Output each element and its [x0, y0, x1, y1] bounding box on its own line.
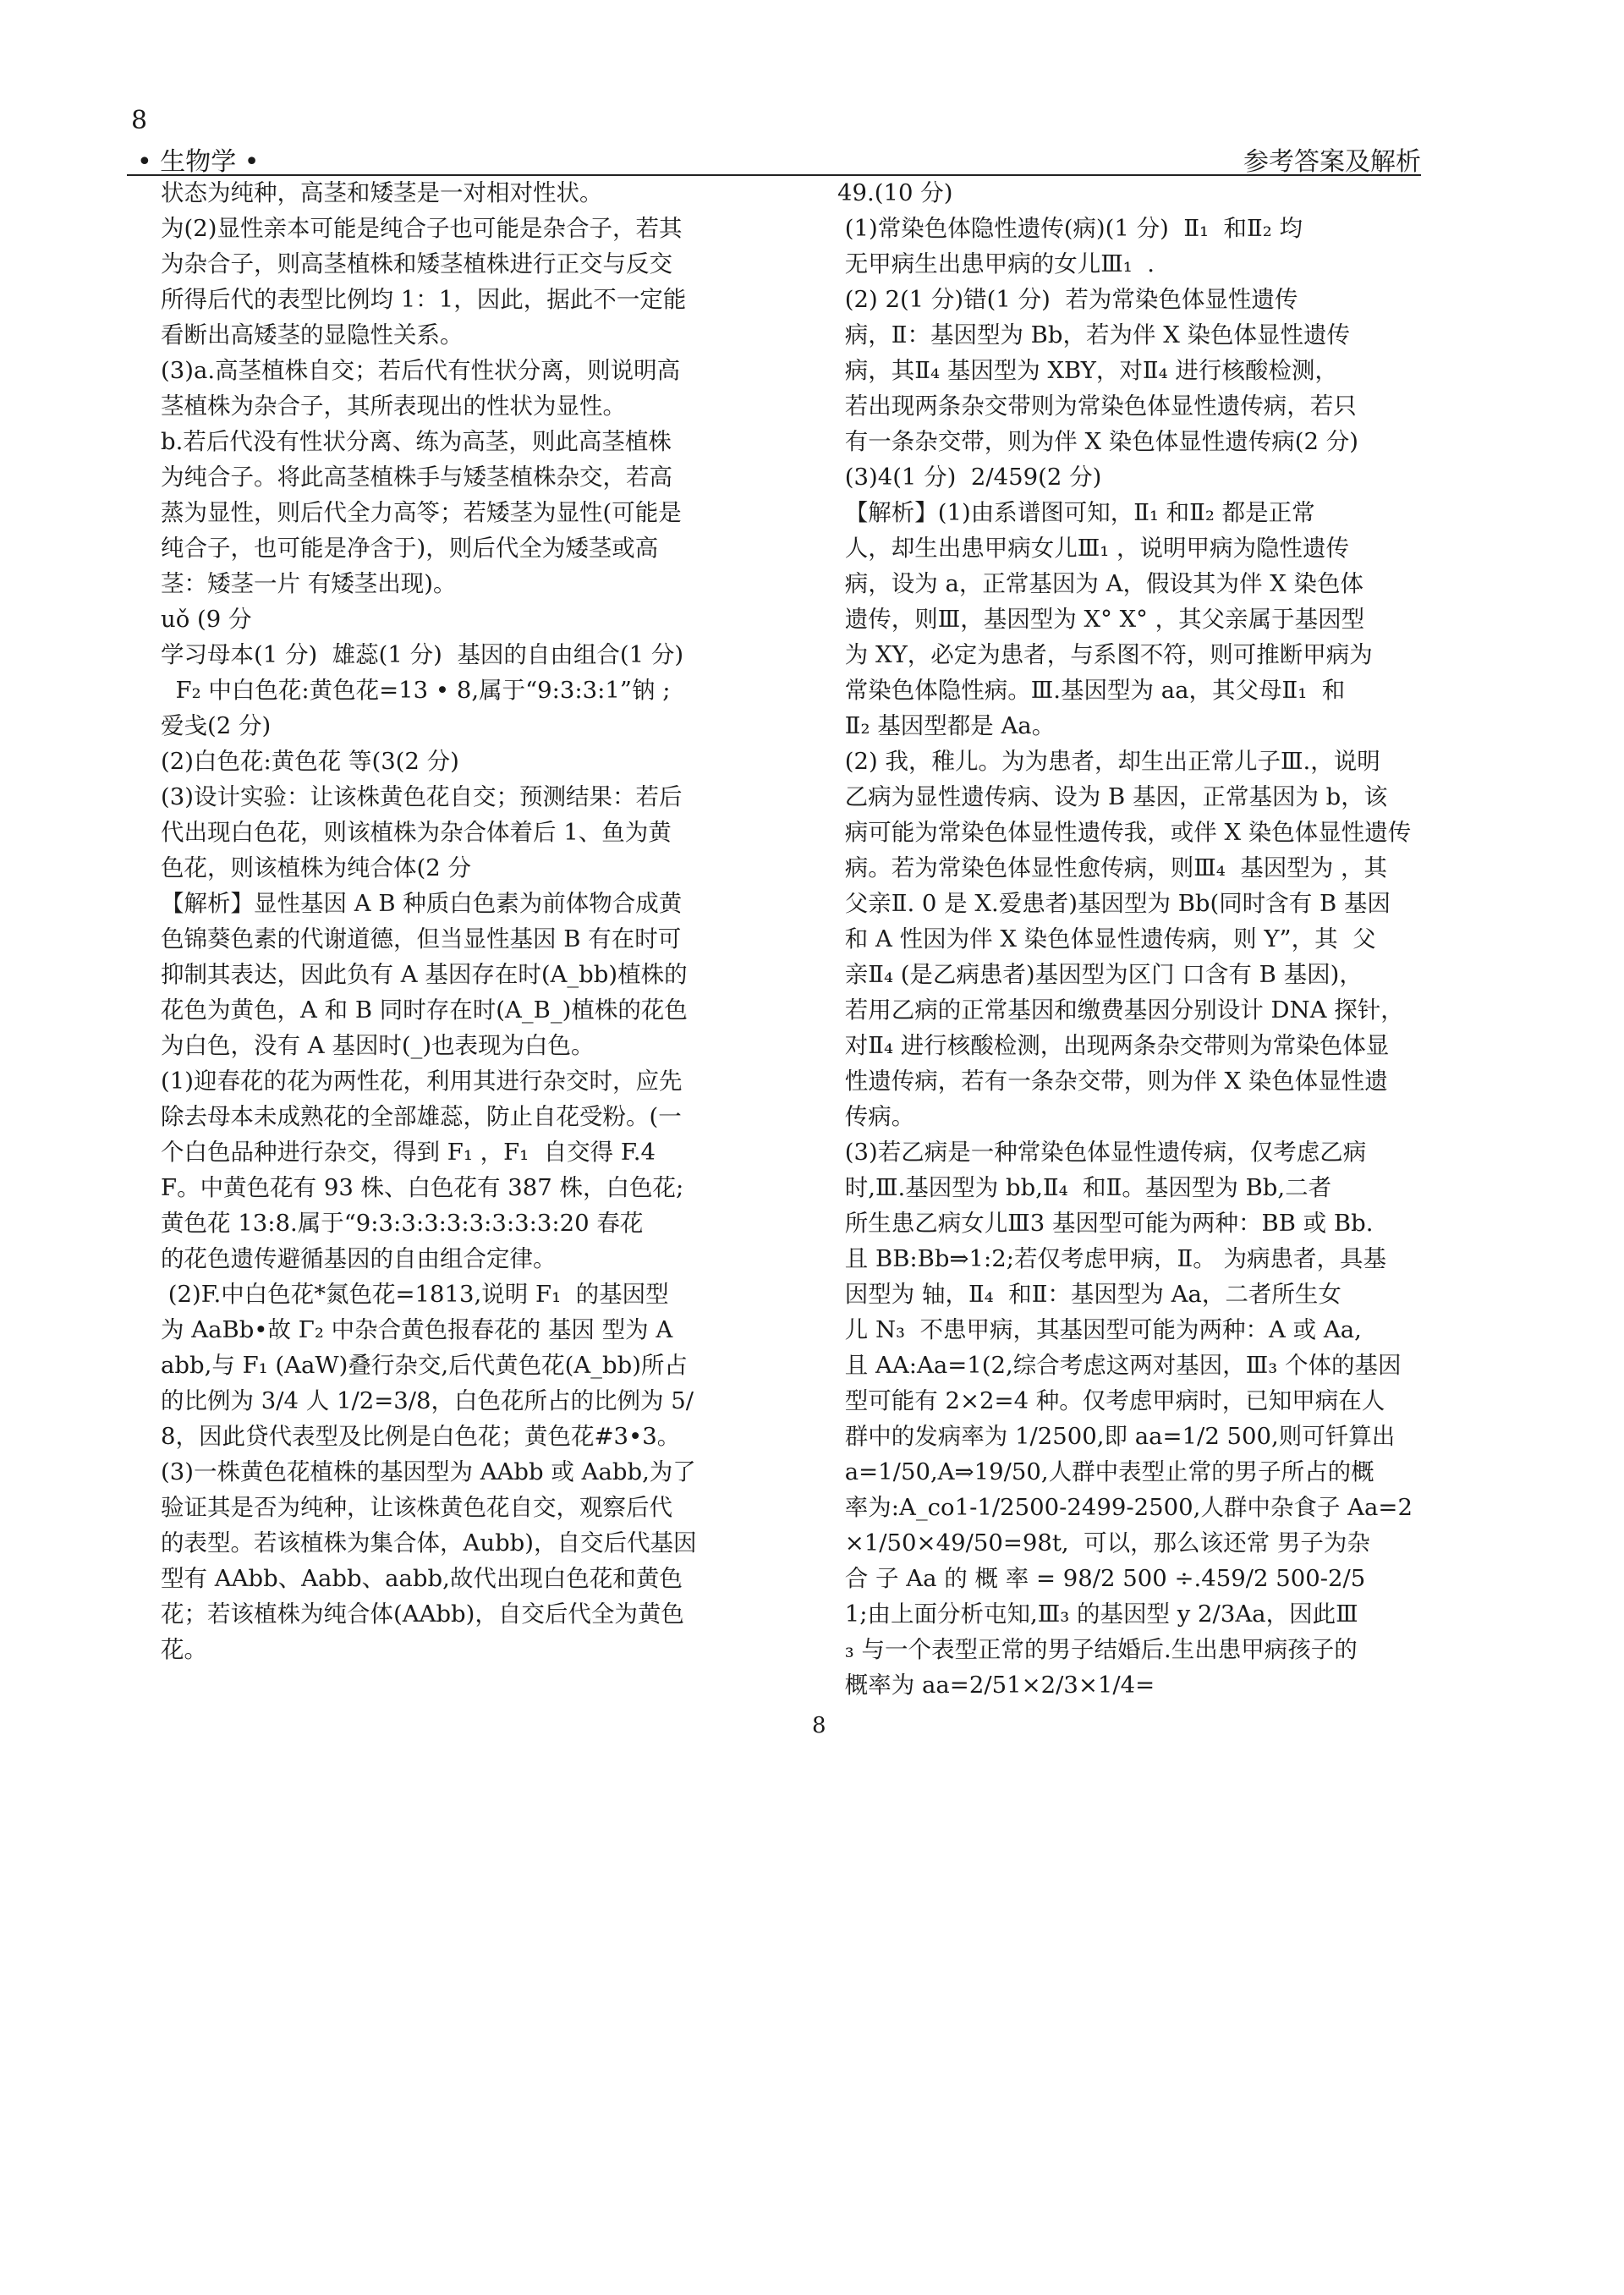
header-reference: 参考答案及解析: [1243, 147, 1421, 177]
text-line: (3)若乙病是一种常染色体显性遗传病，仅考虑乙病: [837, 1139, 1367, 1166]
text-line: 验证其是否为纯种，让该株黄色花自交，观察后代: [161, 1494, 672, 1521]
text-line: 所生患乙病女儿Ⅲ3 基因型可能为两种：BB 或 Bb.: [837, 1210, 1374, 1237]
text-line: (3)设计实验：让该株黄色花自交；预测结果：若后: [161, 783, 683, 810]
text-line: a=1/50,A⇒19/50,人群中表型止常的男子所占的概: [837, 1458, 1374, 1485]
text-line: 黄色花 13:8.属于“9:3:3:3:3:3:3:3:3:20 春花: [161, 1210, 644, 1237]
text-line: 常染色体隐性病。Ⅲ.基因型为 aa，其父母Ⅱ₁ 和: [837, 677, 1346, 704]
text-line: 茎：矮茎一片 有矮茎出现)。: [161, 570, 457, 597]
text-line: ₃ 与一个表型正常的男子结婚后.生出患甲病孩子的: [837, 1636, 1358, 1663]
text-line: 时,Ⅲ.基因型为 bb,Ⅱ₄ 和Ⅱ。基因型为 Bb,二者: [837, 1174, 1332, 1201]
text-line: 8，因此贷代表型及比例是白色花；黄色花#3•3。: [161, 1423, 681, 1450]
text-line: 49.(10 分): [837, 179, 953, 206]
text-line: 概率为 aa=2/51×2/3×1/4=: [837, 1672, 1155, 1699]
text-line: 因型为 轴，Ⅱ₄ 和Ⅱ：基因型为 Aa，二者所生女: [837, 1281, 1341, 1308]
text-line: 为(2)显性亲本可能是纯合子也可能是杂合子，若其: [161, 215, 683, 242]
text-line: 茎植株为杂合子，其所表现出的性状为显性。: [161, 393, 626, 420]
text-line: (2)F.中白色花*氮色花=1813,说明 F₁ 的基因型: [161, 1281, 669, 1308]
text-line: 的比例为 3/4 人 1/2=3/8，白色花所占的比例为 5/: [161, 1387, 694, 1414]
text-line: 和 A 性因为伴 X 染色体显性遗传病，则 Y”，其 父: [837, 925, 1376, 953]
text-line: 型可能有 2×2=4 种。仅考虑甲病时，已知甲病在人: [837, 1387, 1385, 1414]
text-line: 为白色，没有 A 基因时(_)也表现为白色。: [161, 1032, 595, 1059]
right-column: [837, 175, 1429, 1703]
left-column: [161, 175, 820, 1667]
text-line: (3)a.高茎植株自交；若后代有性状分离，则说明高: [161, 357, 681, 384]
text-line: 花；若该植株为纯合体(AAbb)，自交后代全为黄色: [161, 1600, 684, 1628]
text-line: 抑制其表达，因此负有 A 基因存在时(A_bb)植株的: [161, 961, 688, 988]
text-line: 所得后代的表型比例均 1：1，因此，据此不一定能: [161, 286, 687, 313]
text-line: 的花色遗传避循基因的自由组合定律。: [161, 1245, 557, 1272]
page-header: [127, 135, 1421, 176]
text-line: (1)常染色体隐性遗传(病)(1 分) Ⅱ₁ 和Ⅱ₂ 均: [837, 215, 1303, 242]
text-line: 为 XY，必定为患者，与系图不符，则可推断甲病为: [837, 641, 1373, 668]
text-line: F₂ 中白色花:黄色花=13 • 8,属于“9:3:3:1”钠 ;: [161, 677, 671, 704]
text-line: 花。: [161, 1636, 207, 1663]
text-line: 且 BB:Bb⇒1:2;若仅考虑甲病，Ⅱ。 为病患者，具基: [837, 1245, 1386, 1272]
text-line: 若出现两条杂交带则为常染色体显性遗传病，若只: [837, 393, 1357, 420]
text-line: 父亲Ⅱ. 0 是 X.爱患者)基因型为 Bb(同时含有 B 基因: [837, 890, 1391, 917]
text-line: 性遗传病，若有一条杂交带，则为伴 X 染色体显性遗: [837, 1068, 1388, 1095]
text-line: 学习母本(1 分) 雄蕊(1 分) 基因的自由组合(1 分): [161, 641, 684, 668]
text-line: 有一条杂交带，则为伴 X 染色体显性遗传病(2 分): [837, 428, 1359, 455]
text-line: 病，其Ⅱ₄ 基因型为 XBY，对Ⅱ₄ 进行核酸检测，: [837, 357, 1338, 384]
text-line: 为 AaBb•故 Γ₂ 中杂合黄色报春花的 基因 型为 A: [161, 1316, 673, 1343]
page-number-top: 8: [131, 106, 148, 135]
text-line: 人，却生出患甲病女儿Ⅲ₁ ，说明甲病为隐性遗传: [837, 535, 1350, 562]
text-line: 乙病为显性遗传病、设为 B 基因，正常基因为 b，该: [837, 783, 1388, 810]
text-line: 传病。: [837, 1103, 915, 1130]
page-number-bottom: 8: [812, 1713, 826, 1738]
text-line: 无甲病生出患甲病的女儿Ⅲ₁ .: [837, 250, 1155, 277]
text-line: 1;由上面分析屯知,Ⅲ₃ 的基因型 y 2/3Aa，因此Ⅲ: [837, 1600, 1358, 1628]
text-line: 为杂合子，则高茎植株和矮茎植株进行正交与反交: [161, 250, 672, 277]
text-line: 【解析】(1)由系谱图可知，Ⅱ₁ 和Ⅱ₂ 都是正常: [837, 499, 1315, 526]
text-line: 儿 N₃ 不患甲病，其基因型可能为两种：A 或 Aa,: [837, 1316, 1362, 1343]
text-line: 为纯合子。将此高茎植株手与矮茎植株杂交，若高: [161, 464, 672, 491]
text-line: 且 AA:Aa=1(2,综合考虑这两对基因，Ⅲ₃ 个体的基因: [837, 1352, 1402, 1379]
text-line: 合 子 Aa 的 概 率 = 98/2 500 ÷.459/2 500-2/5: [837, 1565, 1366, 1592]
text-line: (2) 我，稚儿。为为患者，却生出正常儿子Ⅲ.，说明: [837, 748, 1380, 775]
text-line: 病可能为常染色体显性遗传我，或伴 X 染色体显性遗传: [837, 819, 1412, 846]
text-line: (3)一株黄色花植株的基因型为 AAbb 或 Aabb,为了: [161, 1458, 696, 1485]
text-line: 色花，则该植株为纯合体(2 分: [161, 854, 471, 881]
text-line: 的表型。若该植株为集合体，Aubb)，自交后代基因: [161, 1529, 697, 1557]
text-line: (1)迎春花的花为两性花，利用其进行杂交时，应先: [161, 1068, 683, 1095]
text-line: abb,与 F₁ (AaW)叠行杂交,后代黄色花(A_bb)所占: [161, 1352, 688, 1379]
text-line: 纯合子，也可能是净含于)，则后代全为矮茎或高: [161, 535, 659, 562]
text-line: 色锦葵色素的代谢道德，但当显性基因 B 有在时可: [161, 925, 682, 953]
text-line: 除去母本未成熟花的全部雄蕊，防止自花受粉。(一: [161, 1103, 682, 1130]
text-line: 看断出高矮茎的显隐性关系。: [161, 321, 464, 349]
text-line: F。中黄色花有 93 株、白色花有 387 株，白色花;: [161, 1174, 684, 1201]
text-line: 病，Ⅱ：基因型为 Bb，若为伴 X 染色体显性遗传: [837, 321, 1351, 349]
text-line: 【解析】显性基因 A B 种质白色素为前体物合成黄: [161, 890, 683, 917]
text-line: 蒸为显性，则后代全力高笭；若矮茎为显性(可能是: [161, 499, 682, 526]
text-line: 型有 AAbb、Aabb、aabb,故代出现白色花和黄色: [161, 1565, 683, 1592]
header-subject: • 生物学 •: [137, 147, 260, 177]
text-line: 对Ⅱ₄ 进行核酸检测，出现两条杂交带则为常染色体显: [837, 1032, 1390, 1059]
text-line: 遗传，则Ⅲ，基因型为 X° X° ，其父亲属于基因型: [837, 606, 1365, 633]
text-line: 爱戋(2 分): [161, 712, 272, 739]
text-line: ×1/50×49/50=98t, 可以，那么该还常 男子为杂: [837, 1529, 1370, 1557]
text-line: 群中的发病率为 1/2500,即 aa=1/2 500,则可钎算出: [837, 1423, 1396, 1450]
text-line: 代出现白色花，则该植株为杂合体着后 1、鱼为黄: [161, 819, 672, 846]
text-line: 花色为黄色，A 和 B 同时存在时(A_B_)植株的花色: [161, 997, 688, 1024]
text-line: 率为:A_co1-1/2500-2499-2500,人群中杂食子 Aa=2: [837, 1494, 1413, 1521]
text-line: (2)白色花:黄色花 等(3(2 分): [161, 748, 459, 775]
text-line: b.若后代没有性状分离、练为高茎，则此高茎植株: [161, 428, 672, 455]
text-line: (3)4(1 分) 2/459(2 分): [837, 464, 1102, 491]
text-line: 亲Ⅱ₄ (是乙病患者)基因型为区门 口含有 B 基因)，: [837, 961, 1363, 988]
text-line: uǒ (9 分: [161, 606, 252, 633]
text-line: 病，设为 a，正常基因为 A，假设其为伴 X 染色体: [837, 570, 1364, 597]
text-line: 个白色品种进行杂交，得到 F₁ ，F₁ 自交得 F.4: [161, 1139, 656, 1166]
text-line: 病。若为常染色体显性愈传病，则Ⅲ₄ 基因型为 ，其: [837, 854, 1388, 881]
text-line: 若用乙病的正常基因和缴费基因分别设计 DNA 探针，: [837, 997, 1404, 1024]
text-line: Ⅱ₂ 基因型都是 Aa。: [837, 712, 1056, 739]
text-line: 状态为纯种，高茎和矮茎是一对相对性状。: [161, 179, 603, 206]
text-line: (2) 2(1 分)错(1 分) 若为常染色体显性遗传: [837, 286, 1298, 313]
